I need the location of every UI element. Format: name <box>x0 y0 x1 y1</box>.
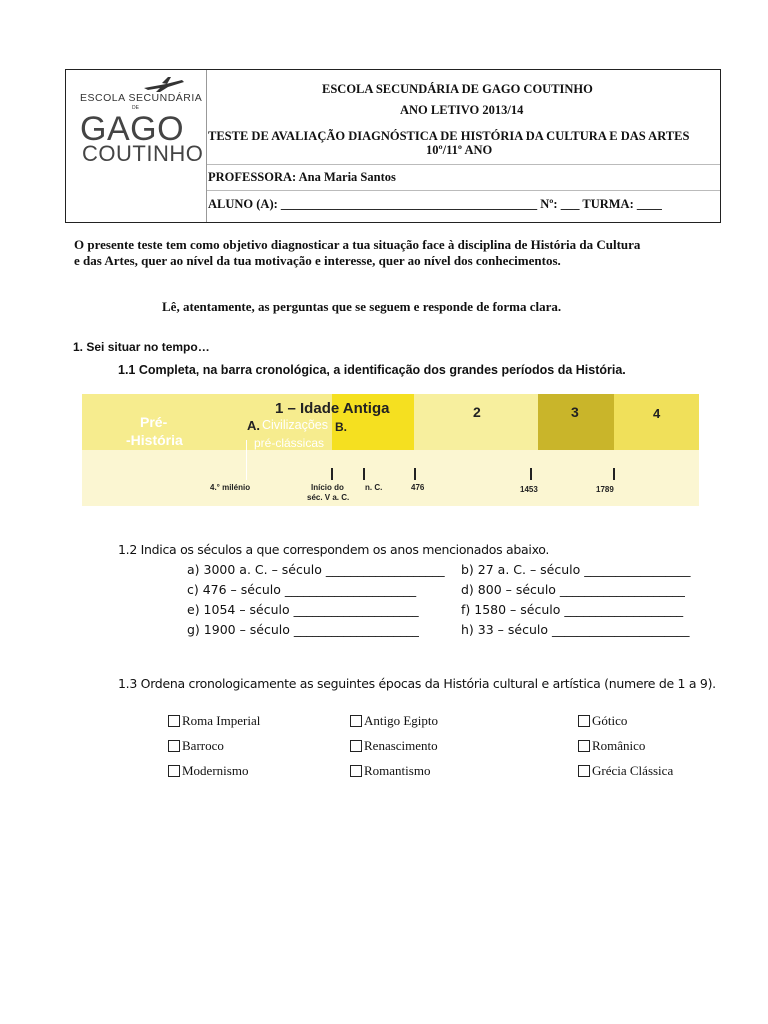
checkbox[interactable] <box>350 740 362 752</box>
checkbox[interactable] <box>578 765 590 777</box>
century-item-d[interactable]: d) 800 – século ____________________ <box>461 582 685 597</box>
timeline-period-2: 2 <box>473 404 481 420</box>
option-roma-imperial[interactable]: Roma Imperial <box>168 713 260 729</box>
timeline-label-nc: n. C. <box>365 483 383 492</box>
timeline-label-milenio: 4.° milénio <box>210 483 251 492</box>
timeline-a-letter: A. <box>247 418 260 433</box>
option-romanico[interactable]: Românico <box>578 738 645 754</box>
option-antigo-egipto[interactable]: Antigo Egipto <box>350 713 438 729</box>
teacher-name: PROFESSORA: Ana Maria Santos <box>208 170 396 184</box>
intro-line-2: e das Artes, quer ao nível da tua motivação e interesse, quer ao nível dos conhecimentos. <box>74 253 561 268</box>
checkbox[interactable] <box>350 715 362 727</box>
timeline-label-476: 476 <box>411 483 425 492</box>
student-line[interactable]: ALUNO (A): _________________________________________ Nº: ___ TURMA: ____ <box>208 197 662 211</box>
timeline-label-inicio-2: séc. V a. C. <box>307 493 350 502</box>
question-1-2: 1.2 Indica os séculos a que correspondem os anos mencionados abaixo. <box>118 542 550 557</box>
timeline-tick <box>331 468 333 480</box>
century-item-a[interactable]: a) 3000 a. C. – século ___________________ <box>187 562 445 577</box>
school-logo <box>66 70 206 222</box>
timeline-period-4-band <box>614 394 699 450</box>
logo-de-text: DE <box>132 105 139 111</box>
timeline-lower-strip <box>82 450 699 506</box>
checkbox[interactable] <box>578 740 590 752</box>
century-item-g[interactable]: g) 1900 – século ____________________ <box>187 622 419 637</box>
logo-divider <box>206 70 207 222</box>
timeline-period-4: 4 <box>653 406 661 421</box>
option-grecia-classica[interactable]: Grécia Clássica <box>578 763 673 779</box>
option-romantismo[interactable]: Romantismo <box>350 763 430 779</box>
grade-level: 10º/11º ANO <box>426 143 493 157</box>
timeline-civ-2: pré-clássicas <box>254 436 325 450</box>
timeline-label-1789: 1789 <box>596 485 614 494</box>
intro-line-1: O presente teste tem como objetivo diagnosticar a tua situação face à disciplina de História da Cultura <box>74 237 641 252</box>
logo-gago-text: GAGO <box>80 110 185 148</box>
timeline-tick <box>613 468 615 480</box>
logo-coutinho-text: COUTINHO <box>82 141 204 166</box>
checkbox[interactable] <box>350 765 362 777</box>
timeline-tick <box>246 440 247 480</box>
timeline-period-2-band <box>414 394 538 450</box>
header-box <box>65 69 721 223</box>
section-1-title: 1. Sei situar no tempo… <box>73 340 210 354</box>
checkbox[interactable] <box>168 715 180 727</box>
checkbox[interactable] <box>168 740 180 752</box>
checkbox[interactable] <box>168 765 180 777</box>
question-1-3: 1.3 Ordena cronologicamente as seguintes épocas da História cultural e artística (numere de 1 a 9). <box>118 676 716 691</box>
option-barroco[interactable]: Barroco <box>168 738 224 754</box>
checkbox[interactable] <box>578 715 590 727</box>
test-title: TESTE DE AVALIAÇÃO DIAGNÓSTICA DE HISTÓRIA DA CULTURA E DAS ARTES <box>208 129 690 143</box>
timeline-idade-antiga: 1 – Idade Antiga <box>275 400 390 417</box>
century-item-h[interactable]: h) 33 – século ______________________ <box>461 622 690 637</box>
logo-small-text: ESCOLA SECUNDÁRIA <box>80 92 203 104</box>
timeline-label-1453: 1453 <box>520 485 538 494</box>
century-item-f[interactable]: f) 1580 – século ___________________ <box>461 602 684 617</box>
question-1-1: 1.1 Completa, na barra cronológica, a identificação dos grandes períodos da História. <box>118 363 626 377</box>
timeline-tick <box>414 468 416 480</box>
option-renascimento[interactable]: Renascimento <box>350 738 438 754</box>
timeline-civ-1: Civilizações <box>262 418 328 432</box>
timeline-pre-2: -História <box>126 432 183 448</box>
option-gotico[interactable]: Gótico <box>578 713 627 729</box>
timeline-pre-1: Pré- <box>140 414 168 430</box>
school-name: ESCOLA SECUNDÁRIA DE GAGO COUTINHO <box>322 82 593 96</box>
instruction: Lê, atentamente, as perguntas que se seguem e responde de forma clara. <box>162 299 562 314</box>
timeline-tick <box>363 468 365 480</box>
century-item-b[interactable]: b) 27 a. C. – século _________________ <box>461 562 691 577</box>
timeline-label-inicio-1: Início do <box>311 483 344 492</box>
header-divider <box>207 164 720 165</box>
option-modernismo[interactable]: Modernismo <box>168 763 248 779</box>
header-divider <box>207 190 720 191</box>
timeline-tick <box>530 468 532 480</box>
school-year: ANO LETIVO 2013/14 <box>400 103 524 117</box>
century-item-e[interactable]: e) 1054 – século ____________________ <box>187 602 419 617</box>
timeline-period-3: 3 <box>571 404 579 420</box>
timeline-bar <box>82 394 699 506</box>
timeline-b-letter: B. <box>335 420 347 434</box>
timeline-period-3-band <box>538 394 614 450</box>
century-item-c[interactable]: c) 476 – século _____________________ <box>187 582 417 597</box>
